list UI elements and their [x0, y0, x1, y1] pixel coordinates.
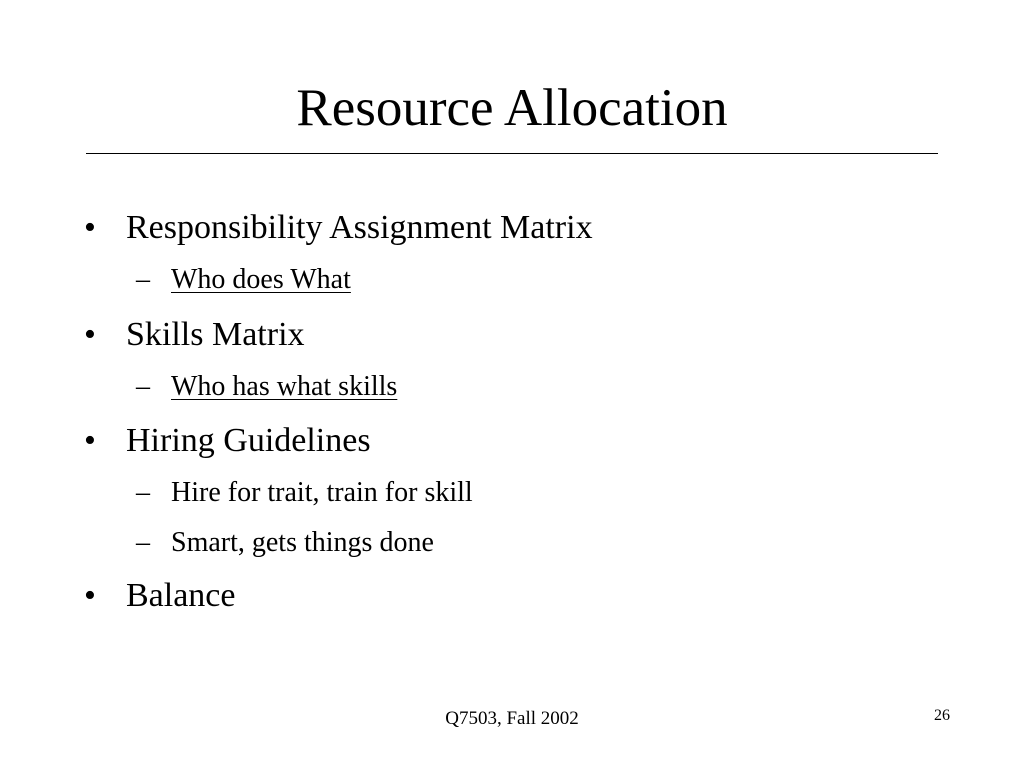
slide-title: Resource Allocation	[296, 79, 728, 137]
dash-marker: –	[136, 264, 150, 295]
bullet-skills-matrix	[84, 315, 305, 355]
dash-marker: –	[136, 371, 150, 402]
bullet-text: Smart, gets things done	[171, 527, 434, 558]
slide-footer: Q7503, Fall 2002	[445, 708, 579, 729]
bullet-marker: •	[84, 577, 96, 614]
who-does-what-link[interactable]: Who does What	[171, 264, 351, 295]
bullet-marker: •	[84, 316, 96, 353]
dash-marker: –	[136, 527, 150, 558]
bullet-responsibility-assignment-matrix	[84, 208, 593, 248]
sub-bullet-hire-for-trait	[136, 476, 473, 510]
sub-bullet-who-does-what[interactable]	[136, 263, 351, 297]
bullet-text: Hire for trait, train for skill	[171, 477, 473, 508]
bullet-text: Responsibility Assignment Matrix	[126, 209, 593, 246]
sub-bullet-who-has-what-skills[interactable]	[136, 370, 397, 404]
bullet-text: Skills Matrix	[126, 316, 305, 353]
bullet-text: Balance	[126, 577, 236, 614]
bullet-hiring-guidelines	[84, 421, 371, 461]
page-number: 26	[934, 707, 950, 724]
bullet-marker: •	[84, 209, 96, 246]
who-has-what-skills-link[interactable]: Who has what skills	[171, 371, 398, 402]
bullet-balance	[84, 576, 236, 616]
sub-bullet-smart-gets-things-done	[136, 526, 434, 560]
title-divider	[86, 153, 938, 154]
bullet-text: Hiring Guidelines	[126, 422, 371, 459]
dash-marker: –	[136, 477, 150, 508]
bullet-marker: •	[84, 422, 96, 459]
